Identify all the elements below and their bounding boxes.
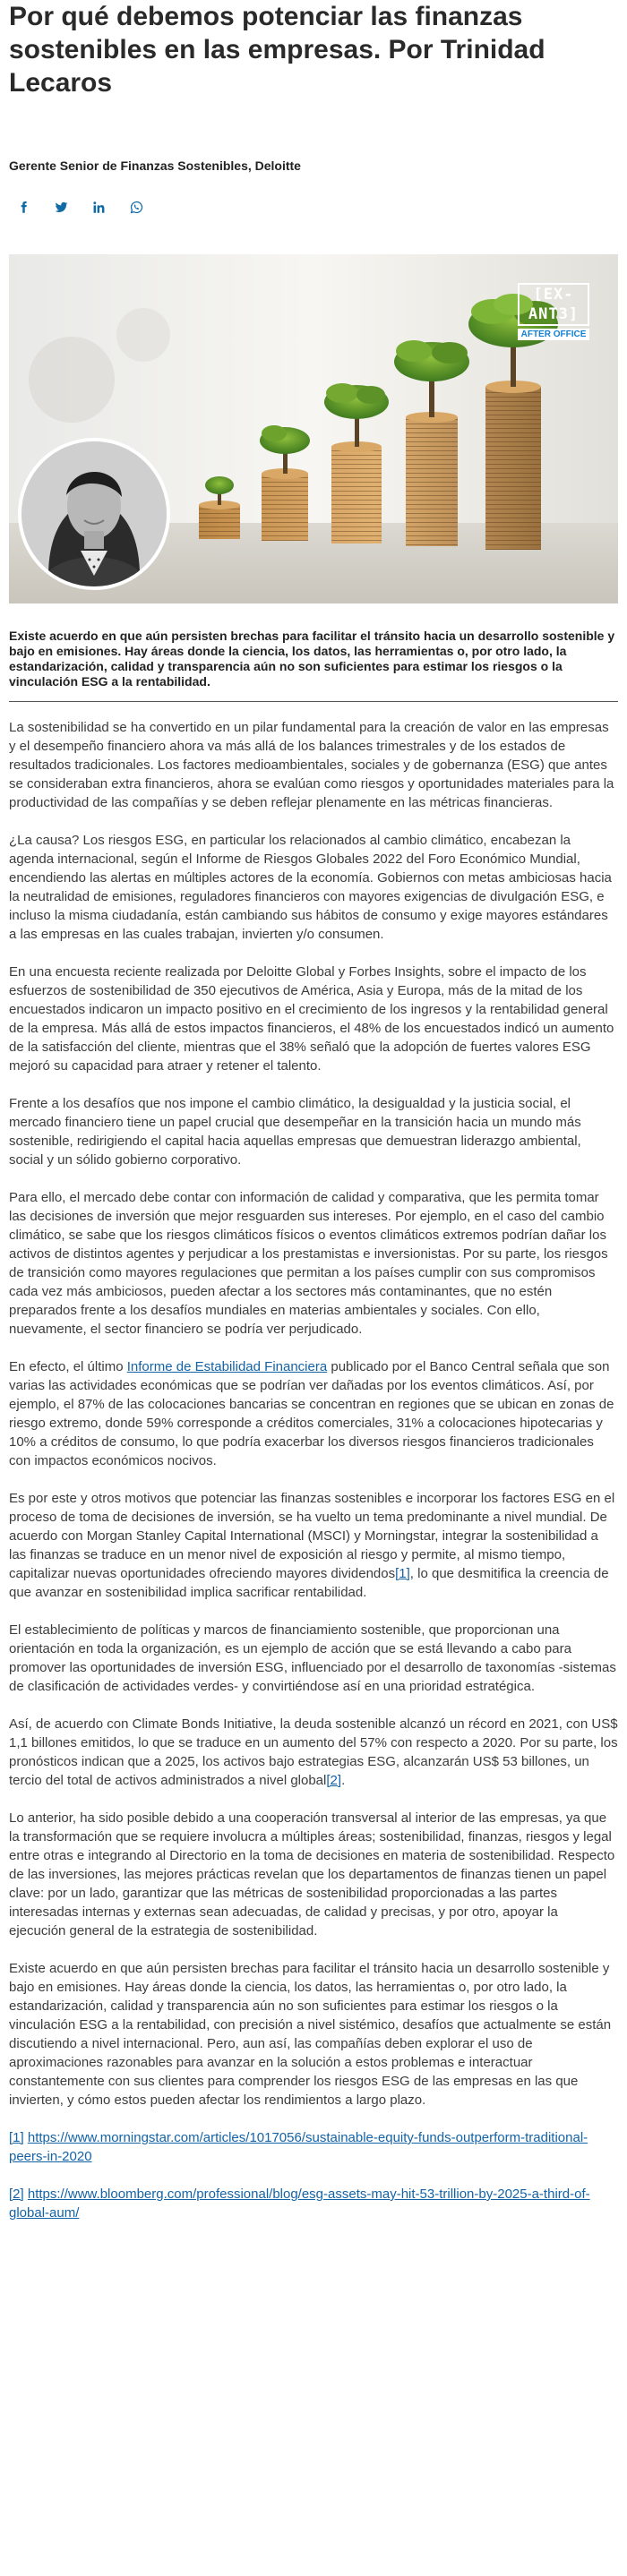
ex-ante-logo — [518, 283, 589, 340]
paragraph: El establecimiento de políticas y marcos de financiamiento sostenible, que proporcionan una orientación en toda la organización, es un ejemplo de acción que se está llevando a cabo para promover las oportunidades de inversión ESG, influenciado por el desarrollo de taxonomías -sistemas de clasificación de actividades verdes- y convirtiéndose así en una prioridad estratégica. — [9, 1622, 616, 1694]
paragraph: Para ello, el mercado debe contar con información de calidad y comparativa, que les permita tomar las decisiones de inversión que mejor resguarden sus intereses. Por ejemplo, en el caso del cambio climático, se sabe que los riesgos climáticos físicos o eventos climáticos extremos podrían dañar los activos de distintos agentes y perjudicar a los prestamistas e inversionistas. Por su parte, los riesgos de transición como mayores regulaciones que permitan a los países cumplir con sus compromisos cada vez más ambiciosos, pueden afectar a los sectores más contaminantes, que no estén preparados frente a los desafíos mundiales en materias ambientales y sociales. Con ello, nuevamente, el sector financiero se podría ver perjudicado. — [9, 1190, 608, 1337]
article-body — [0, 718, 627, 2222]
footnote-2-link[interactable]: https://www.bloomberg.com/professional/blog/esg-assets-may-hit-53-trillion-by-2025-a-third-of-global-aum/ — [9, 2187, 590, 2221]
author-photo — [21, 441, 167, 586]
article-title: Por qué debemos potenciar las finanzas sostenibles en las empresas. Por Trinidad Lecaros — [9, 2, 545, 98]
coin-stack-4 — [406, 412, 458, 546]
author-portrait — [18, 438, 170, 590]
lead-divider — [9, 701, 618, 702]
twitter-share-button[interactable] — [47, 193, 75, 221]
footnote-ref-1[interactable]: [1] — [395, 1566, 410, 1581]
footnote-1-link[interactable]: https://www.morningstar.com/articles/1017056/sustainable-equity-funds-outperform-traditional-peers-in-2020 — [9, 2130, 588, 2164]
paragraph: ¿La causa? Los riesgos ESG, en particular los relacionados al cambio climático, encabezan la agenda internacional, según el Informe de Riesgos Globales 2022 del Foro Económico Mundial, encendiendo las alertas en múltiples actores de la economía. Gobiernos con metas ambiciosas hacia la neutralidad de emisiones, reguladores financieros con mayores exigencias de divulgación ESG, e incluso la misma ciudadanía, están cambiando sus hábitos de consumo y exige mayores estándares a las empresas en las cuales trabajan, invierten y/o consumen. — [9, 833, 612, 942]
footnote-1-marker[interactable]: [1] — [9, 2130, 24, 2145]
whatsapp-share-button[interactable] — [122, 193, 150, 221]
paragraph-text: Así, de acuerdo con Climate Bonds Initiative, la deuda sostenible alcanzó un récord en 2021, con US$ 1,1 billones emitidos, lo que se traduce en un aumento del 57% con respecto a 2020. Por su parte, los pronósticos indican que a 2025, los activos bajo estrategias ESG, alcanzarán US$ 53 billones, un tercio del total de activos administrados a nivel global — [9, 1716, 618, 1788]
paragraph-text: En efecto, el último — [9, 1359, 127, 1374]
footnote-1 — [9, 2128, 618, 2166]
paragraph-text: , lo que desmitifica la creencia de que avanzar en sostenibilidad implica sacrificar rentabilidad. — [9, 1566, 609, 1600]
whatsapp-icon — [130, 201, 143, 214]
paragraph-text: publicado por el Banco Central señala que son varias las actividades económicas que se podrían ver dañadas por los eventos climáticos. Así, por ejemplo, el 87% de las colocaciones bancarias se concentran en regiones que se ubican en zonas de riesgo extremo, donde 59% corresponde a créditos comerciales, 31% a colocaciones hipotecarias y 10% a créditos de consumo, lo que podría exacerbar los diversos riesgos financieros tradicionales con impactos económicos nocivos. — [9, 1359, 614, 1468]
logo-tagline: AFTER OFFICE — [518, 329, 589, 340]
linkedin-icon — [92, 201, 106, 214]
financial-stability-report-link[interactable]: Informe de Estabilidad Financiera — [126, 1359, 328, 1374]
author-role: Gerente Senior de Finanzas Sostenibles, Deloitte — [9, 158, 301, 173]
coin-stack-1 — [199, 501, 240, 539]
coin-stack-5 — [485, 381, 541, 550]
paragraph: Frente a los desafíos que nos impone el cambio climático, la desigualdad y la justicia social, el mercado financiero tiene un papel crucial que desempeñar en la transición hacia un mundo más sostenible, redirigiendo el capital hacia aquellas empresas que demuestran liderazgo ambiental, social y un sólido gobierno corporativo. — [9, 1096, 581, 1168]
article-lead: Existe acuerdo en que aún persisten brechas para facilitar el tránsito hacia un desarrollo sostenible y bajo en emisiones. Hay áreas donde la ciencia, los datos, las herramientas o, por otro lado, la estandarización, calidad y transparencia aún no son suficientes para estimar los riesgos o la vinculación ESG a la rentabilidad. — [9, 629, 615, 689]
footnote-ref-2[interactable]: [2] — [326, 1773, 342, 1788]
facebook-icon — [17, 201, 30, 214]
facebook-share-button[interactable] — [9, 193, 38, 221]
paragraph: Existe acuerdo en que aún persisten brechas para facilitar el tránsito hacia un desarrollo sostenible y bajo en emisiones. Hay áreas donde la ciencia, los datos, las herramientas o, por otro lado, la estandarización, calidad y transparencia aún no son suficientes para estimar los riesgos o la vinculación ESG a la rentabilidad, con precisión a nivel sistémico, desafíos que actualmente se están discutiendo a nivel internacional. Pero, aun así, las compañías deben explorar el uso de aproximaciones razonables para avanzar en la solución a estos problemas e interactuar constantemente con sus clientes para comprender los riesgos ESG de las empresas en las que invierten, y cómo estos pueden afectar los rendimientos a largo plazo. — [9, 1961, 612, 2108]
paragraph: La sostenibilidad se ha convertido en un pilar fundamental para la creación de valor en las empresas y el desempeño financiero ahora va más allá de los balances trimestrales y de los estados de resultados tradicionales. Los factores medioambientales, sociales y de gobernanza (ESG) que antes se consideraban extra financieros, ahora se evalúan como riesgos y oportunidades materiales para la productividad de las compañías y se deben reflejar plenamente en las métricas financieras. — [9, 720, 614, 810]
logo-wordmark: [EX-ANT3] — [518, 283, 589, 326]
hero-image — [9, 254, 618, 603]
paragraph — [9, 1489, 618, 1602]
twitter-icon — [55, 201, 68, 214]
linkedin-share-button[interactable] — [84, 193, 113, 221]
paragraph-text: Es por este y otros motivos que potenciar las finanzas sostenibles e incorporar los factores ESG en el proceso de toma de decisiones de inversión, se ha vuelto un tema predominante a nivel mundial. De acuerdo con Morgan Stanley Capital International (MSCI) y Morningstar, integrar la sostenibilidad a las finanzas se traduce en un menor nivel de exposición al riesgo y permite, al mismo tiempo, capitalizar nuevas oportunidades ofreciendo mayores dividendos — [9, 1491, 615, 1581]
paragraph-text: . — [341, 1773, 346, 1788]
paragraph — [9, 1357, 618, 1470]
paragraph — [9, 1715, 618, 1790]
share-bar — [9, 193, 627, 221]
coin-stack-3 — [331, 441, 382, 543]
footnote-2 — [9, 2185, 618, 2222]
paragraph: En una encuesta reciente realizada por Deloitte Global y Forbes Insights, sobre el impacto de los esfuerzos de sostenibilidad de 350 ejecutivos de América, Asia y Europa, más de la mitad de los encuestados indicaron un impacto positivo en el crecimiento de los ingresos y la rentabilidad general de la empresa. Más allá de estos impactos financieros, el 48% de los encuestados indicó un aumento de la satisfacción del cliente, mientras que el 38% señaló que la adopción de fuertes valores ESG mejoró su capacidad para atraer y retener el talento. — [9, 964, 614, 1074]
footnote-2-marker[interactable]: [2] — [9, 2187, 24, 2202]
paragraph: Lo anterior, ha sido posible debido a una cooperación transversal al interior de las empresas, ya que la transformación que se requiere involucra a múltiples áreas; sostenibilidad, finanzas, riesgos y legal entre otras e integrando al Directorio en la toma de decisiones en materia de sostenibilidad. Respecto de las inversiones, las mejores prácticas revelan que los departamentos de finanzas tienen un papel clave: por un lado, garantizar que las métricas de sostenibilidad proporcionadas a las partes interesadas internas y externas sean adecuadas, de calidad y precisas, y por otro, apoyar la ejecución general de la estrategia de sostenibilidad. — [9, 1810, 615, 1938]
coin-stack-2 — [262, 468, 308, 541]
